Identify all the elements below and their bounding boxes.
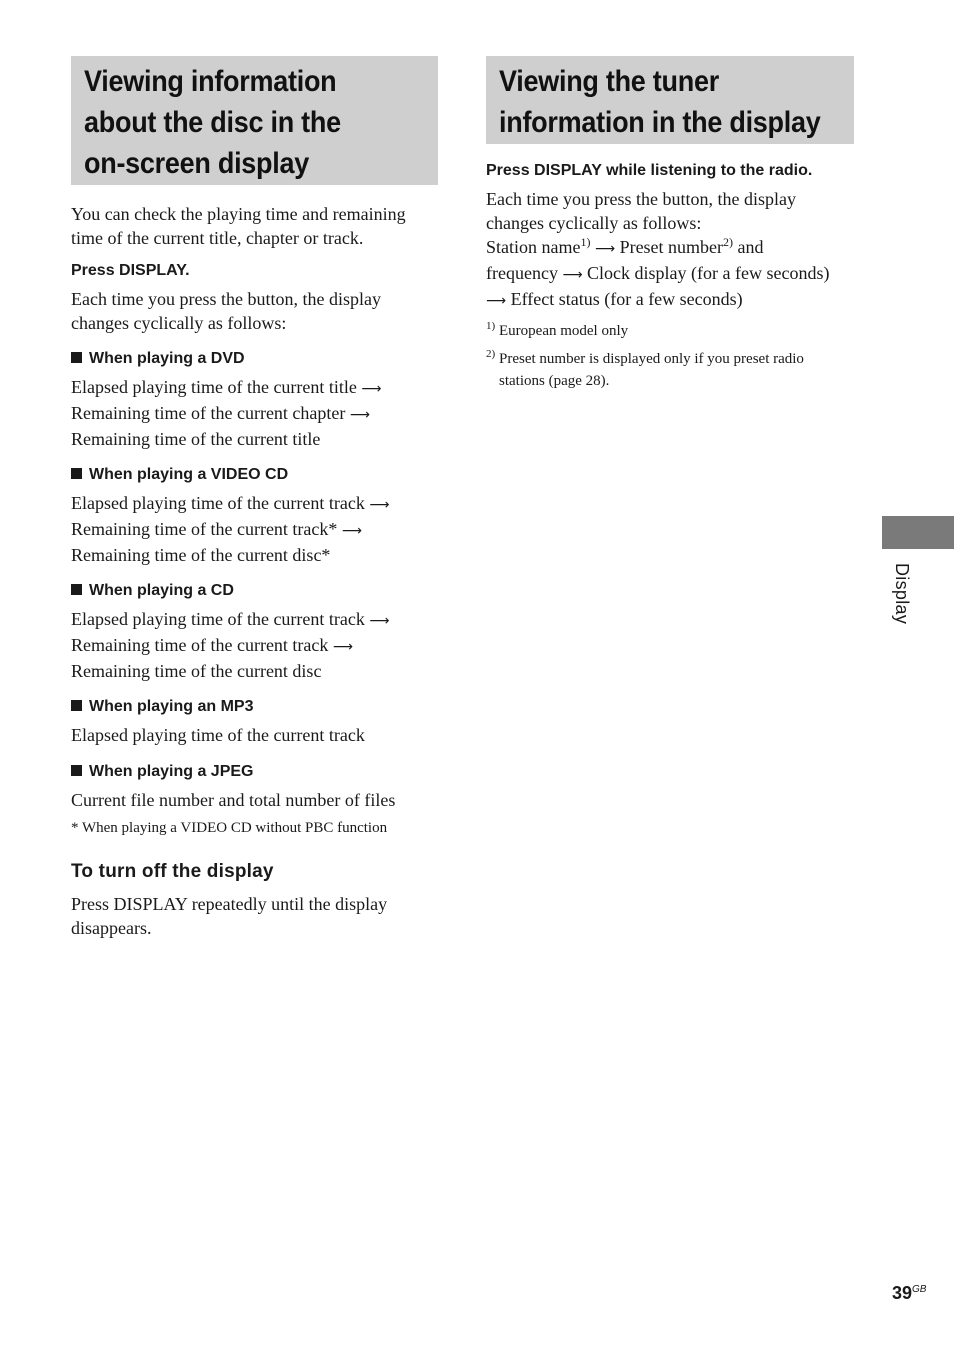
video-cd-note: * When playing a VIDEO CD without PBC function — [71, 820, 388, 836]
section-body-video-cd: Elapsed playing time of the current track ⟶ Remaining time of the current track* ⟶ Remaining time of the current disc* — [71, 493, 390, 565]
right-title: Viewing the tuner information in the display — [499, 65, 821, 139]
turn-off-text: Press DISPLAY repeatedly until the display disappears. — [71, 894, 388, 938]
left-intro: You can check the playing time and remaining time of the current title, chapter or track. — [71, 204, 406, 248]
left-title: Viewing information about the disc in the on-screen display — [84, 65, 341, 180]
arrow-right-icon: ⟶ — [594, 241, 616, 257]
section-head-dvd: When playing a DVD — [71, 349, 438, 369]
arrow-right-icon: ⟶ — [332, 639, 353, 655]
section-head-jpeg: When playing a JPEG — [71, 762, 438, 782]
section-head-cd: When playing a CD — [71, 581, 438, 601]
left-press-instruction: Press DISPLAY. — [71, 262, 190, 279]
turn-off-heading: To turn off the display — [71, 861, 274, 882]
display-sequence: Station name$^{1)}$ ⟶ Preset number$^{2)}$ and frequency ⟶ Clock display (for a few seconds) ⟶ Effect status (for a few seconds) — [486, 235, 830, 309]
arrow-right-icon: ⟶ — [369, 613, 390, 629]
right-column — [486, 56, 854, 392]
section-body-jpeg: Current file number and total number of files — [71, 790, 396, 810]
square-bullet-icon — [71, 765, 82, 776]
arrow-right-icon: ⟶ — [369, 497, 390, 513]
left-each-time: Each time you press the button, the display changes cyclically as follows: — [71, 289, 381, 333]
arrow-right-icon: ⟶ — [349, 407, 370, 423]
square-bullet-icon — [71, 468, 82, 479]
section-tab-label: Display — [892, 563, 912, 625]
section-body-mp3: Elapsed playing time of the current track — [71, 725, 365, 745]
square-bullet-icon — [71, 352, 82, 363]
footnote-1: 1) European model only — [486, 320, 629, 339]
section-tab-marker — [882, 516, 954, 549]
left-title-box — [71, 56, 438, 185]
right-title-box — [486, 56, 854, 144]
arrow-right-icon: ⟶ — [341, 523, 362, 539]
footnote-2: 2) Preset number is displayed only if you preset radio stations (page 28). — [486, 348, 804, 389]
section-head-mp3: When playing an MP3 — [71, 697, 438, 717]
square-bullet-icon — [71, 584, 82, 595]
right-press-instruction: Press DISPLAY while listening to the radio. — [486, 162, 813, 179]
left-column — [71, 56, 438, 940]
section-head-video-cd: When playing a VIDEO CD — [71, 465, 438, 485]
section-body-dvd: Elapsed playing time of the current title ⟶ Remaining time of the current chapter ⟶ Remaining time of the current title — [71, 377, 382, 449]
arrow-right-icon: ⟶ — [562, 267, 583, 283]
arrow-right-icon: ⟶ — [486, 293, 507, 309]
right-each-time: Each time you press the button, the display changes cyclically as follows: — [486, 189, 796, 233]
section-body-cd: Elapsed playing time of the current track ⟶ Remaining time of the current track ⟶ Remaining time of the current disc — [71, 609, 390, 681]
page-number: $39^{GB}$ — [892, 1283, 927, 1303]
square-bullet-icon — [71, 700, 82, 711]
arrow-right-icon: ⟶ — [361, 381, 382, 397]
